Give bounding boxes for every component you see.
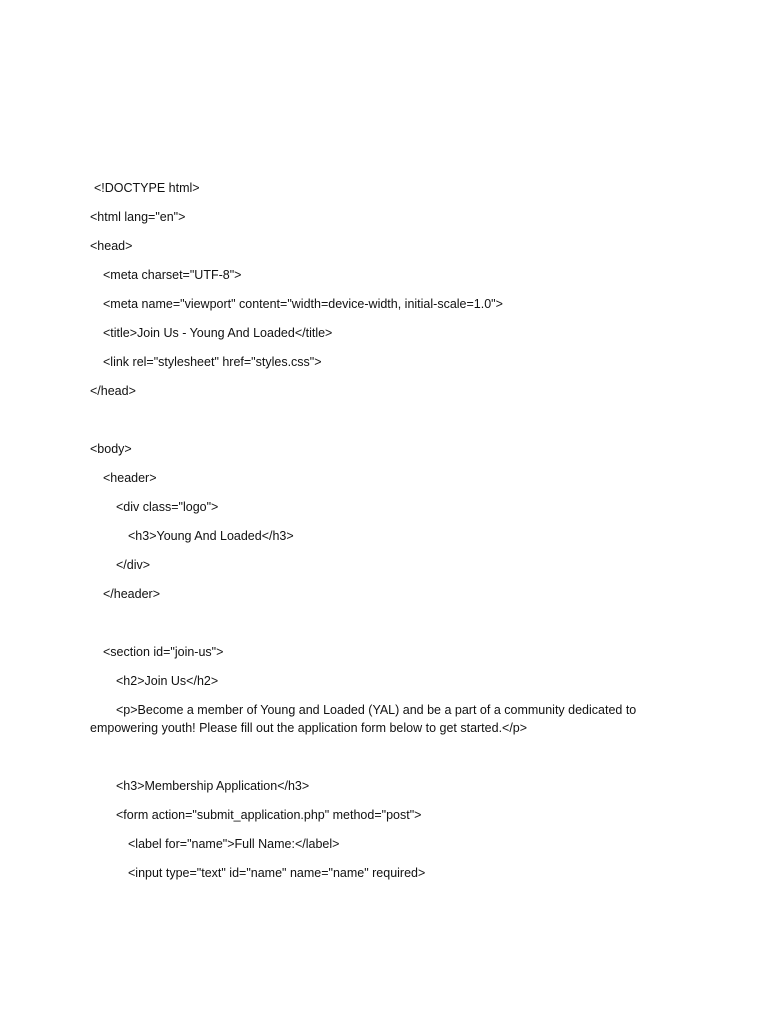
code-line-h2-join-us: <h2>Join Us</h2> xyxy=(116,674,219,688)
code-line-html-open: <html lang="en"> xyxy=(90,210,186,224)
blank-line xyxy=(90,748,650,766)
code-line-h3-membership: <h3>Membership Application</h3> xyxy=(116,779,310,793)
code-line-header-close: </header> xyxy=(103,587,160,601)
blank-line xyxy=(90,411,650,429)
code-line-input-name: <input type="text" id="name" name="name" required> xyxy=(128,866,426,880)
document-body xyxy=(90,179,650,893)
code-line-form-open: <form action="submit_application.php" method="post"> xyxy=(116,808,422,822)
code-line-doctype: <!DOCTYPE html> xyxy=(94,181,200,195)
code-line-meta-viewport: <meta name="viewport" content="width=device-width, initial-scale=1.0"> xyxy=(103,297,503,311)
code-line-head-open: <head> xyxy=(90,239,133,253)
code-line-logo-div-close: </div> xyxy=(116,558,151,572)
code-line-meta-charset: <meta charset="UTF-8"> xyxy=(103,268,242,282)
code-line-body-open: <body> xyxy=(90,442,132,456)
code-line-label-name: <label for="name">Full Name:</label> xyxy=(128,837,340,851)
code-line-logo-h3: <h3>Young And Loaded</h3> xyxy=(128,529,294,543)
code-line-section-open: <section id="join-us"> xyxy=(103,645,224,659)
code-line-title: <title>Join Us - Young And Loaded</title> xyxy=(103,326,333,340)
blank-line xyxy=(90,614,650,632)
code-line-logo-div-open: <div class="logo"> xyxy=(116,500,219,514)
code-line-header-open: <header> xyxy=(103,471,157,485)
code-line-head-close: </head> xyxy=(90,384,136,398)
code-line-paragraph: <p>Become a member of Young and Loaded (YAL) and be a part of a community dedicated to empowering youth! Please fill out the application form below to get started.</p> xyxy=(90,703,637,735)
code-line-link-stylesheet: <link rel="stylesheet" href="styles.css"> xyxy=(103,355,322,369)
